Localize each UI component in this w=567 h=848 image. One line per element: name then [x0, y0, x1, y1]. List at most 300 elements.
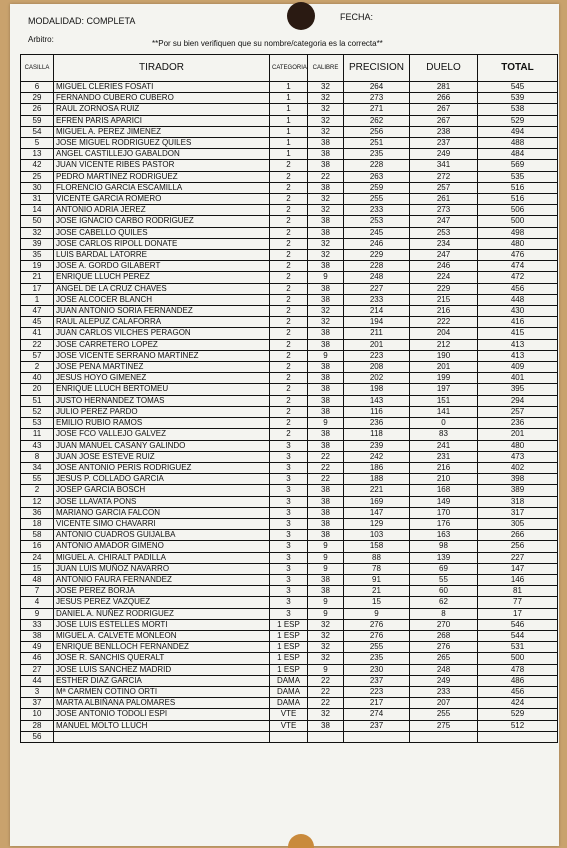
table-row: [21, 630, 558, 641]
casilla-cell: 49: [21, 642, 54, 653]
tirador-cell: LUIS BARDAL LATORRE: [54, 250, 270, 261]
duelo-cell: 273: [410, 205, 478, 216]
casilla-cell: 18: [21, 518, 54, 529]
total-cell: 569: [478, 160, 558, 171]
total-cell: 539: [478, 93, 558, 104]
duelo-cell: 266: [410, 93, 478, 104]
duelo-cell: 255: [410, 709, 478, 720]
total-cell: 512: [478, 720, 558, 731]
precision-cell: 235: [344, 653, 410, 664]
tirador-cell: ENRIQUE LLUCH BERTOMEU: [54, 384, 270, 395]
duelo-cell: 55: [410, 574, 478, 585]
categoria-cell: DAMA: [270, 698, 308, 709]
categoria-cell: 2: [270, 362, 308, 373]
calibre-cell: 22: [308, 686, 344, 697]
calibre-cell: 38: [308, 507, 344, 518]
categoria-cell: 3: [270, 552, 308, 563]
calibre-cell: 22: [308, 462, 344, 473]
categoria-cell: 2: [270, 250, 308, 261]
total-cell: 318: [478, 496, 558, 507]
casilla-cell: 50: [21, 216, 54, 227]
total-cell: 409: [478, 362, 558, 373]
fecha-label: FECHA:: [340, 12, 374, 22]
total-cell: 480: [478, 238, 558, 249]
table-row: [21, 418, 558, 429]
casilla-cell: 28: [21, 720, 54, 731]
total-cell: 516: [478, 194, 558, 205]
casilla-cell: 42: [21, 160, 54, 171]
duelo-cell: 247: [410, 250, 478, 261]
score-sheet: [10, 4, 559, 846]
categoria-cell: 3: [270, 518, 308, 529]
col-casilla: CASILLA: [21, 55, 54, 82]
tirador-cell: JUSTO HERNANDEZ TOMAS: [54, 395, 270, 406]
calibre-cell: 32: [308, 93, 344, 104]
table-row: [21, 597, 558, 608]
precision-cell: 228: [344, 160, 410, 171]
tirador-cell: JOSE VICENTE SERRANO MARTINEZ: [54, 350, 270, 361]
tirador-cell: MIGUEL A. CALVETE MONLEON: [54, 630, 270, 641]
categoria-cell: 2: [270, 384, 308, 395]
categoria-cell: 2: [270, 261, 308, 272]
table-row: [21, 653, 558, 664]
categoria-cell: 3: [270, 474, 308, 485]
categoria-cell: 2: [270, 160, 308, 171]
table-row: [21, 171, 558, 182]
table-row: [21, 395, 558, 406]
table-row: [21, 194, 558, 205]
casilla-cell: 29: [21, 93, 54, 104]
table-row: [21, 429, 558, 440]
precision-cell: 230: [344, 664, 410, 675]
casilla-cell: 27: [21, 664, 54, 675]
tirador-cell: MIGUEL A. PEREZ JIMENEZ: [54, 126, 270, 137]
total-cell: 415: [478, 328, 558, 339]
categoria-cell: 2: [270, 182, 308, 193]
categoria-cell: 1: [270, 93, 308, 104]
table-row: [21, 82, 558, 93]
tirador-cell: JOSE LUIS SANCHEZ MADRID: [54, 664, 270, 675]
table-row: [21, 306, 558, 317]
categoria-cell: 2: [270, 339, 308, 350]
precision-cell: 262: [344, 115, 410, 126]
tirador-cell: JOSE CARRETERO LOPEZ: [54, 339, 270, 350]
duelo-cell: 215: [410, 294, 478, 305]
total-cell: 516: [478, 182, 558, 193]
casilla-cell: 3: [21, 686, 54, 697]
precision-cell: 276: [344, 619, 410, 630]
precision-cell: 237: [344, 720, 410, 731]
tirador-cell: ANTONIO FAURA FERNANDEZ: [54, 574, 270, 585]
tirador-cell: DANIEL A. NUÑEZ RODRIGUEZ: [54, 608, 270, 619]
duelo-cell: 0: [410, 418, 478, 429]
calibre-cell: 32: [308, 306, 344, 317]
duelo-cell: 233: [410, 686, 478, 697]
categoria-cell: 1: [270, 115, 308, 126]
total-cell: 77: [478, 597, 558, 608]
calibre-cell: 38: [308, 339, 344, 350]
tirador-cell: JOSE ALCOCER BLANCH: [54, 294, 270, 305]
categoria-cell: 1 ESP: [270, 664, 308, 675]
tirador-cell: JULIO PEREZ PARDO: [54, 406, 270, 417]
total-cell: 395: [478, 384, 558, 395]
casilla-cell: 39: [21, 238, 54, 249]
categoria-cell: 3: [270, 586, 308, 597]
precision-cell: 116: [344, 406, 410, 417]
calibre-cell: 38: [308, 720, 344, 731]
casilla-cell: 37: [21, 698, 54, 709]
tirador-cell: JOSE LUIS ESTELLES MORTI: [54, 619, 270, 630]
categoria-cell: DAMA: [270, 686, 308, 697]
col-categoria: CATEGORIA: [270, 55, 308, 82]
col-total: TOTAL: [478, 55, 558, 82]
calibre-cell: 22: [308, 171, 344, 182]
duelo-cell: 60: [410, 586, 478, 597]
duelo-cell: 163: [410, 530, 478, 541]
total-cell: 402: [478, 462, 558, 473]
tirador-cell: JOSE FCO VALLEJO GALVEZ: [54, 429, 270, 440]
table-row: [21, 619, 558, 630]
table-row: [21, 485, 558, 496]
total-cell: 488: [478, 138, 558, 149]
precision-cell: 271: [344, 104, 410, 115]
precision-cell: 237: [344, 675, 410, 686]
categoria-cell: 2: [270, 238, 308, 249]
total-cell: [478, 731, 558, 742]
total-cell: 500: [478, 653, 558, 664]
total-cell: 472: [478, 272, 558, 283]
total-cell: 500: [478, 216, 558, 227]
total-cell: 456: [478, 283, 558, 294]
duelo-cell: 276: [410, 642, 478, 653]
categoria-cell: 2: [270, 395, 308, 406]
casilla-cell: 17: [21, 283, 54, 294]
duelo-cell: 168: [410, 485, 478, 496]
table-row: [21, 93, 558, 104]
total-cell: 531: [478, 642, 558, 653]
table-row: [21, 373, 558, 384]
tirador-cell: MIGUEL A. CHIRALT PADILLA: [54, 552, 270, 563]
table-row: [21, 686, 558, 697]
duelo-cell: 257: [410, 182, 478, 193]
tirador-cell: JOSE A. GORDO GILABERT: [54, 261, 270, 272]
table-row: [21, 339, 558, 350]
total-cell: 317: [478, 507, 558, 518]
duelo-cell: 83: [410, 429, 478, 440]
precision-cell: 273: [344, 93, 410, 104]
duelo-cell: 246: [410, 261, 478, 272]
calibre-cell: 9: [308, 552, 344, 563]
duelo-cell: 201: [410, 362, 478, 373]
duelo-cell: 281: [410, 82, 478, 93]
duelo-cell: 253: [410, 227, 478, 238]
casilla-cell: 58: [21, 530, 54, 541]
table-row: [21, 507, 558, 518]
duelo-cell: 241: [410, 440, 478, 451]
tirador-cell: RAUL ALEPUZ CALAFORRA: [54, 317, 270, 328]
table-row: [21, 350, 558, 361]
total-cell: 256: [478, 541, 558, 552]
precision-cell: 201: [344, 339, 410, 350]
calibre-cell: 32: [308, 238, 344, 249]
table-row: [21, 238, 558, 249]
total-cell: 545: [478, 82, 558, 93]
calibre-cell: 22: [308, 474, 344, 485]
casilla-cell: 59: [21, 115, 54, 126]
duelo-cell: [410, 731, 478, 742]
tirador-cell: JOSEP GARCIA BOSCH: [54, 485, 270, 496]
casilla-cell: 32: [21, 227, 54, 238]
table-row: [21, 283, 558, 294]
casilla-cell: 22: [21, 339, 54, 350]
precision-cell: 194: [344, 317, 410, 328]
duelo-cell: 190: [410, 350, 478, 361]
calibre-cell: 38: [308, 328, 344, 339]
calibre-cell: 32: [308, 653, 344, 664]
duelo-cell: 270: [410, 619, 478, 630]
tirador-cell: JOSE LLAVATA PONS: [54, 496, 270, 507]
casilla-cell: 19: [21, 261, 54, 272]
table-row: [21, 160, 558, 171]
table-row: [21, 709, 558, 720]
tirador-cell: JOSE IGNACIO CARBO RODRIGUEZ: [54, 216, 270, 227]
calibre-cell: 38: [308, 440, 344, 451]
duelo-cell: 248: [410, 664, 478, 675]
tirador-cell: JUAN LUIS MUÑOZ NAVARRO: [54, 563, 270, 574]
precision-cell: 255: [344, 642, 410, 653]
total-cell: 401: [478, 373, 558, 384]
duelo-cell: 267: [410, 115, 478, 126]
total-cell: 236: [478, 418, 558, 429]
tirador-cell: JOSE ANTONIO PERIS RODRIGUEZ: [54, 462, 270, 473]
categoria-cell: 3: [270, 462, 308, 473]
casilla-cell: 20: [21, 384, 54, 395]
precision-cell: 245: [344, 227, 410, 238]
casilla-cell: 52: [21, 406, 54, 417]
duelo-cell: 267: [410, 104, 478, 115]
tirador-cell: Mª CARMEN COTINO ORTI: [54, 686, 270, 697]
calibre-cell: 38: [308, 586, 344, 597]
calibre-cell: 38: [308, 384, 344, 395]
precision-cell: 229: [344, 250, 410, 261]
precision-cell: 211: [344, 328, 410, 339]
total-cell: 257: [478, 406, 558, 417]
total-cell: 486: [478, 675, 558, 686]
table-row: [21, 451, 558, 462]
duelo-cell: 261: [410, 194, 478, 205]
duelo-cell: 216: [410, 462, 478, 473]
calibre-cell: 32: [308, 709, 344, 720]
total-cell: 413: [478, 350, 558, 361]
casilla-cell: 55: [21, 474, 54, 485]
table-row: [21, 642, 558, 653]
total-cell: 416: [478, 317, 558, 328]
calibre-cell: 32: [308, 82, 344, 93]
tirador-cell: ANGEL CASTILLEJO GABALDON: [54, 149, 270, 160]
table-row: [21, 115, 558, 126]
total-cell: 146: [478, 574, 558, 585]
casilla-cell: 13: [21, 149, 54, 160]
casilla-cell: 35: [21, 250, 54, 261]
calibre-cell: 38: [308, 283, 344, 294]
calibre-cell: 38: [308, 362, 344, 373]
categoria-cell: 3: [270, 451, 308, 462]
calibre-cell: 38: [308, 574, 344, 585]
table-row: [21, 126, 558, 137]
categoria-cell: 2: [270, 328, 308, 339]
duelo-cell: 224: [410, 272, 478, 283]
precision-cell: 239: [344, 440, 410, 451]
calibre-cell: 38: [308, 429, 344, 440]
casilla-cell: 40: [21, 373, 54, 384]
total-cell: 494: [478, 126, 558, 137]
table-row: [21, 205, 558, 216]
categoria-cell: 2: [270, 216, 308, 227]
casilla-cell: 6: [21, 82, 54, 93]
precision-cell: 78: [344, 563, 410, 574]
precision-cell: 186: [344, 462, 410, 473]
table-row: [21, 563, 558, 574]
precision-cell: 143: [344, 395, 410, 406]
total-cell: 17: [478, 608, 558, 619]
total-cell: 294: [478, 395, 558, 406]
categoria-cell: 3: [270, 440, 308, 451]
casilla-cell: 12: [21, 496, 54, 507]
precision-cell: 9: [344, 608, 410, 619]
duelo-cell: 265: [410, 653, 478, 664]
duelo-cell: 62: [410, 597, 478, 608]
total-cell: 544: [478, 630, 558, 641]
precision-cell: 242: [344, 451, 410, 462]
precision-cell: 228: [344, 261, 410, 272]
categoria-cell: 2: [270, 350, 308, 361]
casilla-cell: 2: [21, 485, 54, 496]
duelo-cell: 69: [410, 563, 478, 574]
duelo-cell: 212: [410, 339, 478, 350]
calibre-cell: 32: [308, 126, 344, 137]
casilla-cell: 41: [21, 328, 54, 339]
table-row: [21, 149, 558, 160]
calibre-cell: 32: [308, 194, 344, 205]
calibre-cell: 32: [308, 317, 344, 328]
precision-cell: 248: [344, 272, 410, 283]
precision-cell: 253: [344, 216, 410, 227]
tirador-cell: EFREN PARIS APARICI: [54, 115, 270, 126]
casilla-cell: 48: [21, 574, 54, 585]
casilla-cell: 53: [21, 418, 54, 429]
categoria-cell: 3: [270, 563, 308, 574]
table-row: [21, 384, 558, 395]
col-calibre: CALIBRE: [308, 55, 344, 82]
calibre-cell: 22: [308, 698, 344, 709]
table-row: [21, 261, 558, 272]
tirador-cell: MARIANO GARCIA FALCON: [54, 507, 270, 518]
total-cell: 389: [478, 485, 558, 496]
calibre-cell: 22: [308, 675, 344, 686]
total-cell: 529: [478, 709, 558, 720]
tirador-cell: JOSE PEREZ BORJA: [54, 586, 270, 597]
tirador-cell: JUAN JOSE ESTEVE RUIZ: [54, 451, 270, 462]
casilla-cell: 45: [21, 317, 54, 328]
duelo-cell: 247: [410, 216, 478, 227]
tirador-cell: FLORENCIO GARCIA ESCAMILLA: [54, 182, 270, 193]
precision-cell: 246: [344, 238, 410, 249]
total-cell: 506: [478, 205, 558, 216]
categoria-cell: 3: [270, 574, 308, 585]
modalidad-label: MODALIDAD: COMPLETA: [28, 16, 136, 26]
calibre-cell: 32: [308, 104, 344, 115]
tirador-cell: MARTA ALBIÑANA PALOMARES: [54, 698, 270, 709]
categoria-cell: 2: [270, 406, 308, 417]
table-row: [21, 474, 558, 485]
calibre-cell: 9: [308, 272, 344, 283]
casilla-cell: 34: [21, 462, 54, 473]
duelo-cell: 8: [410, 608, 478, 619]
casilla-cell: 25: [21, 171, 54, 182]
table-row: [21, 541, 558, 552]
total-cell: 448: [478, 294, 558, 305]
calibre-cell: 38: [308, 373, 344, 384]
categoria-cell: 3: [270, 507, 308, 518]
categoria-cell: 3: [270, 485, 308, 496]
casilla-cell: 15: [21, 563, 54, 574]
categoria-cell: 2: [270, 317, 308, 328]
casilla-cell: 38: [21, 630, 54, 641]
table-row: [21, 552, 558, 563]
categoria-cell: 3: [270, 541, 308, 552]
categoria-cell: 1: [270, 138, 308, 149]
categoria-cell: DAMA: [270, 675, 308, 686]
tirador-cell: ENRIQUE LLUCH PEREZ: [54, 272, 270, 283]
tirador-cell: RAUL ZORNOSA RUIZ: [54, 104, 270, 115]
casilla-cell: 26: [21, 104, 54, 115]
categoria-cell: 2: [270, 194, 308, 205]
casilla-cell: 14: [21, 205, 54, 216]
duelo-cell: 141: [410, 406, 478, 417]
calibre-cell: 9: [308, 563, 344, 574]
calibre-cell: 38: [308, 182, 344, 193]
precision-cell: 221: [344, 485, 410, 496]
categoria-cell: VTE: [270, 709, 308, 720]
total-cell: 484: [478, 149, 558, 160]
casilla-cell: 46: [21, 653, 54, 664]
casilla-cell: 31: [21, 194, 54, 205]
tirador-cell: JOSE R. SANCHIS QUERALT: [54, 653, 270, 664]
tirador-cell: MANUEL MOLTO LLUCH: [54, 720, 270, 731]
calibre-cell: 9: [308, 418, 344, 429]
duelo-cell: 272: [410, 171, 478, 182]
casilla-cell: 1: [21, 294, 54, 305]
total-cell: 538: [478, 104, 558, 115]
total-cell: 474: [478, 261, 558, 272]
duelo-cell: 249: [410, 149, 478, 160]
duelo-cell: 275: [410, 720, 478, 731]
tirador-cell: JOSE ANTONIO TODOLI ESPI: [54, 709, 270, 720]
total-cell: 430: [478, 306, 558, 317]
casilla-cell: 44: [21, 675, 54, 686]
precision-cell: 223: [344, 350, 410, 361]
precision-cell: 227: [344, 283, 410, 294]
table-row: [21, 250, 558, 261]
tirador-cell: JESUS PEREZ VAZQUEZ: [54, 597, 270, 608]
total-cell: 147: [478, 563, 558, 574]
table-row: [21, 272, 558, 283]
calibre-cell: 38: [308, 227, 344, 238]
table-row: [21, 664, 558, 675]
total-cell: 201: [478, 429, 558, 440]
categoria-cell: 2: [270, 283, 308, 294]
categoria-cell: 2: [270, 171, 308, 182]
